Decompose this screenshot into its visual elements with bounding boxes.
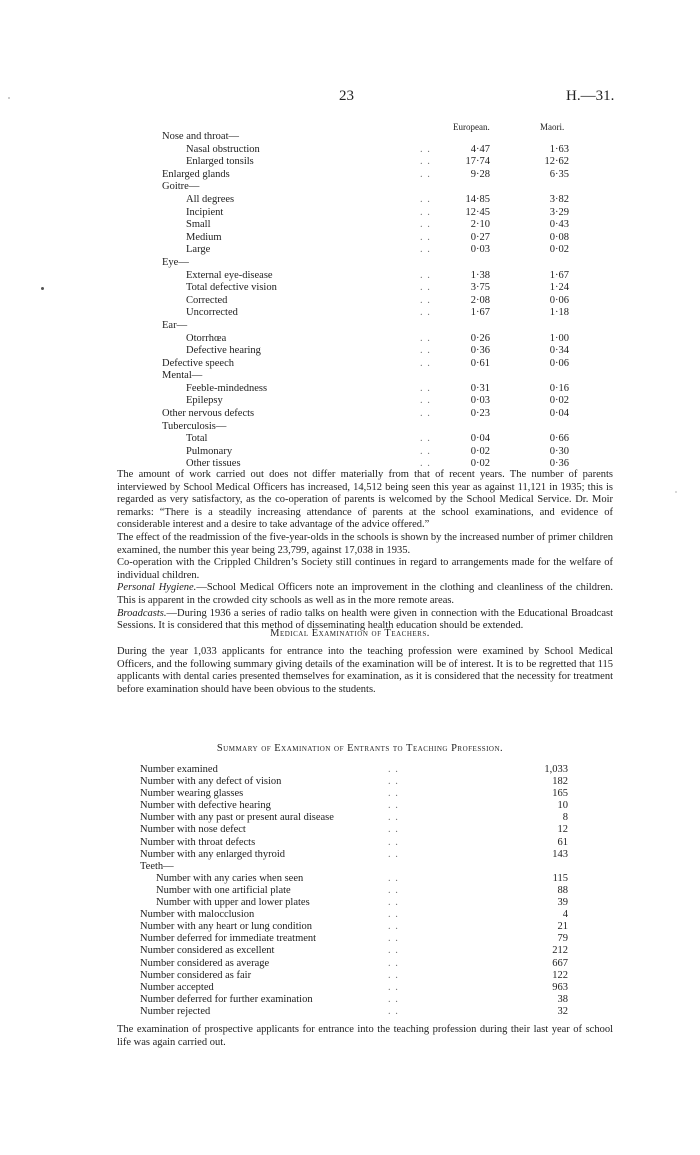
value-maori: 1·67 <box>549 269 569 281</box>
row-label: Eye— <box>162 256 189 268</box>
row-label: Enlarged tonsils <box>186 156 254 168</box>
leader-dots: . . <box>420 244 431 256</box>
leader-dots: . . <box>388 776 399 788</box>
value-maori: 0·30 <box>549 445 569 457</box>
paragraph <box>117 582 613 607</box>
leader-dots: . . <box>420 231 431 243</box>
table-row <box>162 232 582 245</box>
value-european: 0·03 <box>470 395 490 407</box>
summary-row <box>140 945 580 957</box>
row-label: Number accepted <box>140 981 214 993</box>
leader-dots: . . <box>420 345 431 357</box>
paragraph: Co-operation with the Crippled Children’s Society still continues in regard to arrangements made for the welfare of individual children. <box>117 557 613 581</box>
table-row <box>162 257 582 270</box>
summary-row <box>140 921 580 933</box>
value-european: 0·36 <box>470 345 490 357</box>
leader-dots: . . <box>420 219 431 231</box>
section-heading: Summary of Examination of Entrants to Teaching Profession. <box>216 743 504 754</box>
summary-row <box>140 812 580 824</box>
table-row <box>162 345 582 358</box>
value-maori: 0·34 <box>549 345 569 357</box>
row-label: Number with malocclusion <box>140 909 255 921</box>
leader-dots: . . <box>420 206 431 218</box>
row-label: Nasal obstruction <box>186 143 260 155</box>
row-label: Number with one artificial plate <box>156 884 291 896</box>
leader-dots: . . <box>388 933 399 945</box>
leader-dots: . . <box>388 824 399 836</box>
value-european: 3·75 <box>470 282 490 294</box>
table-row <box>162 370 582 383</box>
value-maori: 0·04 <box>549 408 569 420</box>
paragraph-heading: Broadcasts. <box>117 607 167 619</box>
summary-row <box>140 994 580 1006</box>
row-value: 61 <box>557 836 568 848</box>
row-label: Other tissues <box>186 458 241 470</box>
value-european: 9·28 <box>470 168 490 180</box>
table-row <box>162 333 582 346</box>
row-label: Number with any heart or lung condition <box>140 921 313 933</box>
summary-row <box>140 1006 580 1018</box>
row-label: Defective hearing <box>186 345 261 357</box>
table-row <box>162 244 582 257</box>
section-heading: Medical Examination of Teachers. <box>270 628 430 639</box>
page-reference: H.—31. <box>566 88 615 104</box>
row-label: Defective speech <box>162 357 234 369</box>
value-european: 0·23 <box>470 408 490 420</box>
defects-table <box>162 131 582 471</box>
row-label: Epilepsy <box>186 395 223 407</box>
leader-dots: . . <box>420 143 431 155</box>
row-value: 122 <box>552 969 568 981</box>
row-value: 667 <box>552 957 568 969</box>
row-label: Teeth— <box>140 860 174 872</box>
row-label: Number with any enlarged thyroid <box>140 848 286 860</box>
row-label: Number deferred for immediate treatment <box>140 933 317 945</box>
table-row <box>162 383 582 396</box>
row-label: Incipient <box>186 206 224 218</box>
leader-dots: . . <box>388 909 399 921</box>
value-european: 0·26 <box>470 332 490 344</box>
leader-dots: . . <box>420 307 431 319</box>
row-value: 4 <box>562 909 568 921</box>
table-row <box>162 270 582 283</box>
value-maori: 3·29 <box>549 206 569 218</box>
summary-row <box>140 837 580 849</box>
summary-row <box>140 885 580 897</box>
summary-row <box>140 873 580 885</box>
table-row <box>162 144 582 157</box>
table-row <box>162 395 582 408</box>
row-label: Total defective vision <box>186 282 277 294</box>
value-european: 2·08 <box>470 294 490 306</box>
summary-row <box>140 824 580 836</box>
leader-dots: . . <box>388 921 399 933</box>
row-label: Number with nose defect <box>140 824 246 836</box>
table-row <box>162 282 582 295</box>
leader-dots: . . <box>388 969 399 981</box>
value-maori: 0·43 <box>549 219 569 231</box>
column-header-maori: Maori. <box>540 122 565 132</box>
table-row <box>162 181 582 194</box>
row-label: Mental— <box>162 370 203 382</box>
table-row <box>162 307 582 320</box>
row-value: 88 <box>557 884 568 896</box>
leader-dots: . . <box>420 382 431 394</box>
row-label: Large <box>186 244 211 256</box>
leader-dots: . . <box>388 848 399 860</box>
table-row <box>162 169 582 182</box>
row-value: 8 <box>562 812 568 824</box>
leader-dots: . . <box>420 408 431 420</box>
leader-dots: . . <box>388 945 399 957</box>
row-label: External eye-disease <box>186 269 273 281</box>
table-row <box>162 408 582 421</box>
leader-dots: . . <box>420 458 431 470</box>
value-maori: 0·02 <box>549 244 569 256</box>
value-maori: 6·35 <box>549 168 569 180</box>
leader-dots: . . <box>388 800 399 812</box>
table-row <box>162 131 582 144</box>
row-label: Ear— <box>162 319 188 331</box>
paragraph-body: —During 1936 a series of radio talks on health were given in connection with the Educational Broadcast Sessions. It is considered that this method of disseminating health education should be extended. <box>117 607 613 632</box>
leader-dots: . . <box>388 788 399 800</box>
body-text-block <box>117 1024 613 1049</box>
row-label: Number wearing glasses <box>140 788 244 800</box>
leader-dots: . . <box>420 332 431 344</box>
table-row <box>162 433 582 446</box>
leader-dots: . . <box>388 981 399 993</box>
paragraph: The effect of the readmission of the five-year-olds in the schools is shown by the increased number of primer children examined, the number this year being 23,799, against 17,038 in 1935. <box>117 531 613 556</box>
value-maori: 1·18 <box>549 307 569 319</box>
summary-row <box>140 764 580 776</box>
row-label: Other nervous defects <box>162 408 255 420</box>
row-value: 10 <box>557 800 568 812</box>
row-label: Number with upper and lower plates <box>156 897 310 909</box>
leader-dots: . . <box>388 836 399 848</box>
leader-dots: . . <box>388 957 399 969</box>
value-european: 1·38 <box>470 269 490 281</box>
row-value: 143 <box>552 848 568 860</box>
summary-row <box>140 776 580 788</box>
table-row <box>162 156 582 169</box>
paragraph: The amount of work carried out does not differ materially from that of recent years. The number of parents interviewed by School Medical Officers has increased, 14,512 being seen this year as against 11,121 in 1935; this is regarded as very satisfactory, as the co-operation of parents is welcomed by the School Medical Service. Dr. Moir remarks: “There is a steadily increasing attendance of parents at the school examinations, and evidence of considerable interest and a desire to take advantage of the advice offered.” <box>117 469 613 531</box>
leader-dots: . . <box>388 897 399 909</box>
value-european: 1·67 <box>470 307 490 319</box>
leader-dots: . . <box>388 812 399 824</box>
summary-row <box>140 909 580 921</box>
row-value: 212 <box>552 945 568 957</box>
leader-dots: . . <box>420 282 431 294</box>
row-label: Enlarged glands <box>162 168 230 180</box>
leader-dots: . . <box>420 357 431 369</box>
summary-row <box>140 982 580 994</box>
row-label: All degrees <box>186 193 235 205</box>
value-european: 17·74 <box>465 156 490 168</box>
row-value: 12 <box>557 824 568 836</box>
row-label: Number with any past or present aural disease <box>140 812 334 824</box>
row-label: Number deferred for further examination <box>140 993 313 1005</box>
value-european: 14·85 <box>465 193 490 205</box>
row-value: 21 <box>557 921 568 933</box>
summary-row <box>140 800 580 812</box>
body-text-block <box>117 646 613 696</box>
summary-row <box>140 933 580 945</box>
summary-row <box>140 849 580 861</box>
row-label: Feeble-mindedness <box>186 382 268 394</box>
value-maori: 0·06 <box>549 357 569 369</box>
summary-row <box>140 897 580 909</box>
value-european: 0·02 <box>470 458 490 470</box>
row-label: Small <box>186 219 211 231</box>
paragraph: During the year 1,033 applicants for entrance into the teaching profession were examined by School Medical Officers, and the following summary giving details of the examination will be of interest. It is to be regretted that 115 applicants with dental caries presented themselves for examination, as it is considered that the necessity for treatment before examination should have been obvious to the students. <box>117 646 613 695</box>
row-label: Goitre— <box>162 181 200 193</box>
paragraph: The examination of prospective applicants for entrance into the teaching profession during their last year of school life was again carried out. <box>117 1024 613 1048</box>
row-label: Otorrhœa <box>186 332 227 344</box>
summary-row <box>140 958 580 970</box>
value-european: 0·02 <box>470 445 490 457</box>
value-european: 2·10 <box>470 219 490 231</box>
summary-row <box>140 788 580 800</box>
value-maori: 1·24 <box>549 282 569 294</box>
leader-dots: . . <box>388 1005 399 1017</box>
row-label: Nose and throat— <box>162 131 239 142</box>
row-value: 38 <box>557 993 568 1005</box>
row-value: 39 <box>557 897 568 909</box>
row-label: Corrected <box>186 294 228 306</box>
row-value: 182 <box>552 776 568 788</box>
table-row <box>162 358 582 371</box>
table-row <box>162 421 582 434</box>
row-label: Number considered as average <box>140 957 270 969</box>
margin-mark <box>41 287 44 290</box>
row-label: Number with any caries when seen <box>156 872 304 884</box>
paragraph-heading: Personal Hygiene. <box>117 582 197 594</box>
row-label: Number with throat defects <box>140 836 256 848</box>
row-label: Number examined <box>140 764 218 775</box>
value-european: 0·03 <box>470 244 490 256</box>
summary-row <box>140 861 580 873</box>
paragraph-body: —School Medical Officers note an improvement in the clothing and cleanliness of the children. This is apparent in the crowded city schools as well as in the more remote areas. <box>117 582 613 606</box>
body-text-block <box>117 469 613 633</box>
leader-dots: . . <box>388 993 399 1005</box>
row-label: Number rejected <box>140 1005 211 1017</box>
value-maori: 3·82 <box>549 193 569 205</box>
row-value: 115 <box>552 872 568 884</box>
leader-dots: . . <box>420 156 431 168</box>
value-maori: 0·66 <box>549 433 569 445</box>
row-label: Number with any defect of vision <box>140 776 282 788</box>
leader-dots: . . <box>420 445 431 457</box>
leader-dots: . . <box>388 764 399 775</box>
value-maori: 1·63 <box>549 143 569 155</box>
value-european: 12·45 <box>465 206 490 218</box>
page-number: 23 <box>339 88 354 104</box>
row-label: Pulmonary <box>186 445 233 457</box>
table-row <box>162 207 582 220</box>
value-maori: 0·06 <box>549 294 569 306</box>
value-european: 0·04 <box>470 433 490 445</box>
value-maori: 0·08 <box>549 231 569 243</box>
page-header <box>0 90 700 108</box>
row-label: Total <box>186 433 208 445</box>
row-label: Uncorrected <box>186 307 238 319</box>
margin-mark <box>675 491 677 493</box>
row-label: Number considered as fair <box>140 969 252 981</box>
value-european: 4·47 <box>470 143 490 155</box>
table-row <box>162 295 582 308</box>
row-value: 963 <box>552 981 568 993</box>
leader-dots: . . <box>388 872 399 884</box>
row-label: Number with defective hearing <box>140 800 271 812</box>
leader-dots: . . <box>420 168 431 180</box>
leader-dots: . . <box>420 433 431 445</box>
value-maori: 0·36 <box>549 458 569 470</box>
value-european: 0·27 <box>470 231 490 243</box>
leader-dots: . . <box>388 884 399 896</box>
row-value: 79 <box>557 933 568 945</box>
value-maori: 1·00 <box>549 332 569 344</box>
column-header-european: European. <box>453 122 490 132</box>
row-label: Medium <box>186 231 222 243</box>
summary-table <box>140 764 580 1018</box>
table-row <box>162 219 582 232</box>
table-row <box>162 446 582 459</box>
value-european: 0·31 <box>470 382 490 394</box>
row-value: 165 <box>552 788 568 800</box>
leader-dots: . . <box>420 294 431 306</box>
row-value: 32 <box>557 1005 568 1017</box>
value-maori: 0·02 <box>549 395 569 407</box>
row-label: Tuberculosis— <box>162 420 227 432</box>
table-row <box>162 320 582 333</box>
summary-row <box>140 970 580 982</box>
leader-dots: . . <box>420 193 431 205</box>
value-european: 0·61 <box>470 357 490 369</box>
value-maori: 0·16 <box>549 382 569 394</box>
row-label: Number considered as excellent <box>140 945 275 957</box>
leader-dots: . . <box>420 395 431 407</box>
row-value: 1,033 <box>544 764 568 775</box>
value-maori: 12·62 <box>544 156 569 168</box>
leader-dots: . . <box>420 269 431 281</box>
table-row <box>162 194 582 207</box>
